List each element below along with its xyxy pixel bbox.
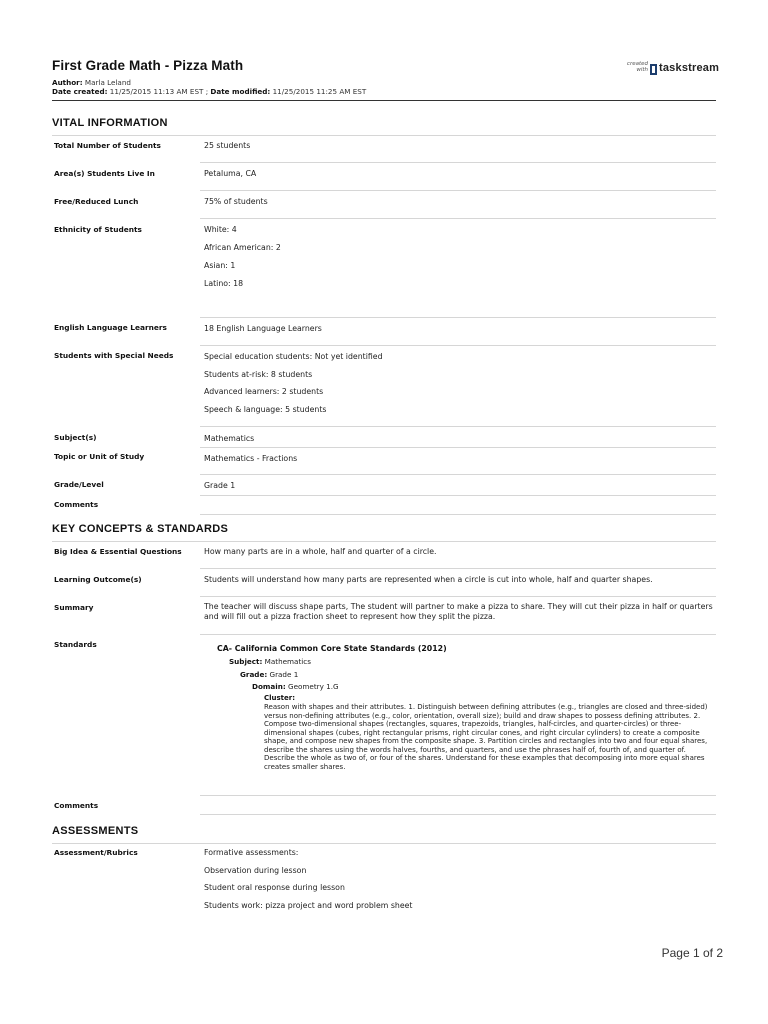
value-formative: Formative assessments: (204, 848, 299, 857)
value-outcomes: Students will understand how many parts are represented when a circle is cut into whole, half and quarter shapes. (204, 575, 653, 584)
divider (200, 345, 716, 346)
date-modified-label: Date modified: (210, 87, 271, 96)
value-subjects: Mathematics (204, 434, 255, 443)
label-special-needs: Students with Special Needs (54, 351, 174, 360)
value-topic: Mathematics - Fractions (204, 454, 298, 463)
standards-grade-value: Grade 1 (269, 670, 299, 679)
divider (52, 135, 716, 136)
label-comments-concepts: Comments (54, 801, 99, 810)
value-summary: The teacher will discuss shape parts, The student will partner to make a pizza to share. They will cut their pizza in half or quarters and will fill out a pizza fraction sheet to represent how they split the pizza. (204, 602, 713, 622)
divider (200, 795, 716, 796)
value-grade: Grade 1 (204, 481, 236, 490)
label-standards: Standards (54, 640, 97, 649)
value-lunch: 75% of students (204, 197, 268, 206)
taskstream-logo-icon (650, 64, 657, 75)
value-big-idea: How many parts are in a whole, half and quarter of a circle. (204, 547, 437, 556)
label-areas: Area(s) Students Live In (54, 169, 155, 178)
label-assessment-rubrics: Assessment/Rubrics (54, 848, 138, 857)
label-summary: Summary (54, 603, 94, 612)
section-title-concepts: KEY CONCEPTS & STANDARDS (52, 523, 229, 535)
standards-cluster-text: Reason with shapes and their attributes. 1. Distinguish between defining attributes (e.g., triangles are closed and three-sided) versus non-defining attributes (e.g., color, orientation, overall size); build and draw shapes to possess defining attributes. 2. Compose two-dimensional shapes (rectangles, squares, trapezoids, triangles, half-circles, and quarter-circles) or three-dimensional shapes (cubes, right rectangular prisms, right circular cones, and right circular cylinders) to create a composite shape, and compose new shapes from the composite shape. 3. Partition circles and rectangles into two and four equal shares, describe the shares using the words halves, fourths, and quarters, and use the phrases half of, fourth of, and quarter of. Describe the whole as two of, or four of the shares. Understand for these examples that decomposing into more equal shares creates smaller shares. (264, 703, 708, 771)
standards-grade-label: Grade: (240, 670, 268, 679)
author-line (52, 78, 131, 87)
divider (200, 317, 716, 318)
page-number: Page 1 of 2 (661, 946, 723, 960)
standards-grade (240, 670, 298, 679)
divider (52, 541, 716, 542)
divider (200, 162, 716, 163)
standards-domain (252, 682, 339, 691)
standards-subject-label: Subject: (229, 657, 263, 666)
label-subjects: Subject(s) (54, 433, 97, 442)
divider (200, 596, 716, 597)
value-total-students: 25 students (204, 141, 251, 150)
document-title: First Grade Math - Pizza Math (52, 58, 244, 73)
value-advanced: Advanced learners: 2 students (204, 387, 324, 396)
author-label: Author: (52, 78, 83, 87)
divider (200, 474, 716, 475)
value-student-work: Students work: pizza project and word problem sheet (204, 901, 413, 910)
section-title-assessments: ASSESSMENTS (52, 825, 139, 837)
standards-subject-value: Mathematics (264, 657, 311, 666)
taskstream-wordmark: taskstream (659, 62, 720, 74)
standards-subject (229, 657, 311, 666)
taskstream-logo (622, 60, 718, 80)
date-created-value: 11/25/2015 11:13 AM EST (109, 87, 204, 96)
value-ethnicity-african-american: African American: 2 (204, 243, 281, 252)
date-modified-value: 11/25/2015 11:25 AM EST (272, 87, 367, 96)
standards-domain-value: Geometry 1.G (288, 682, 339, 691)
divider (200, 514, 716, 515)
header-divider (52, 100, 716, 101)
label-topic: Topic or Unit of Study (54, 452, 145, 461)
value-at-risk: Students at-risk: 8 students (204, 370, 313, 379)
value-ethnicity-latino: Latino: 18 (204, 279, 244, 288)
author-name: Marla Leland (84, 78, 131, 87)
created-with-text: created with (626, 61, 648, 73)
standards-domain-label: Domain: (252, 682, 286, 691)
label-ell: English Language Learners (54, 323, 167, 332)
label-total-students: Total Number of Students (54, 141, 161, 150)
divider (200, 495, 716, 496)
section-title-vital: VITAL INFORMATION (52, 117, 168, 129)
divider (200, 814, 716, 815)
value-oral-response: Student oral response during lesson (204, 883, 345, 892)
divider (200, 634, 716, 635)
standards-heading: CA- California Common Core State Standards (2012) (217, 644, 447, 653)
value-ethnicity-white: White: 4 (204, 225, 237, 234)
value-special-ed: Special education students: Not yet identified (204, 352, 383, 361)
label-big-idea: Big Idea & Essential Questions (54, 547, 182, 556)
value-speech: Speech & language: 5 students (204, 405, 327, 414)
dates-line (52, 87, 366, 96)
divider (200, 568, 716, 569)
value-observation: Observation during lesson (204, 866, 307, 875)
label-outcomes: Learning Outcome(s) (54, 575, 142, 584)
date-created-label: Date created: (52, 87, 108, 96)
divider (200, 426, 716, 427)
value-areas: Petaluma, CA (204, 169, 257, 178)
label-comments-vital: Comments (54, 500, 99, 509)
divider (200, 190, 716, 191)
divider (52, 843, 716, 844)
value-ethnicity-asian: Asian: 1 (204, 261, 236, 270)
divider (200, 218, 716, 219)
divider (200, 447, 716, 448)
value-ell: 18 English Language Learners (204, 324, 322, 333)
label-lunch: Free/Reduced Lunch (54, 197, 139, 206)
label-ethnicity: Ethnicity of Students (54, 225, 142, 234)
date-separator: ; (205, 87, 209, 96)
standards-cluster-label: Cluster: (264, 694, 296, 702)
label-grade: Grade/Level (54, 480, 104, 489)
